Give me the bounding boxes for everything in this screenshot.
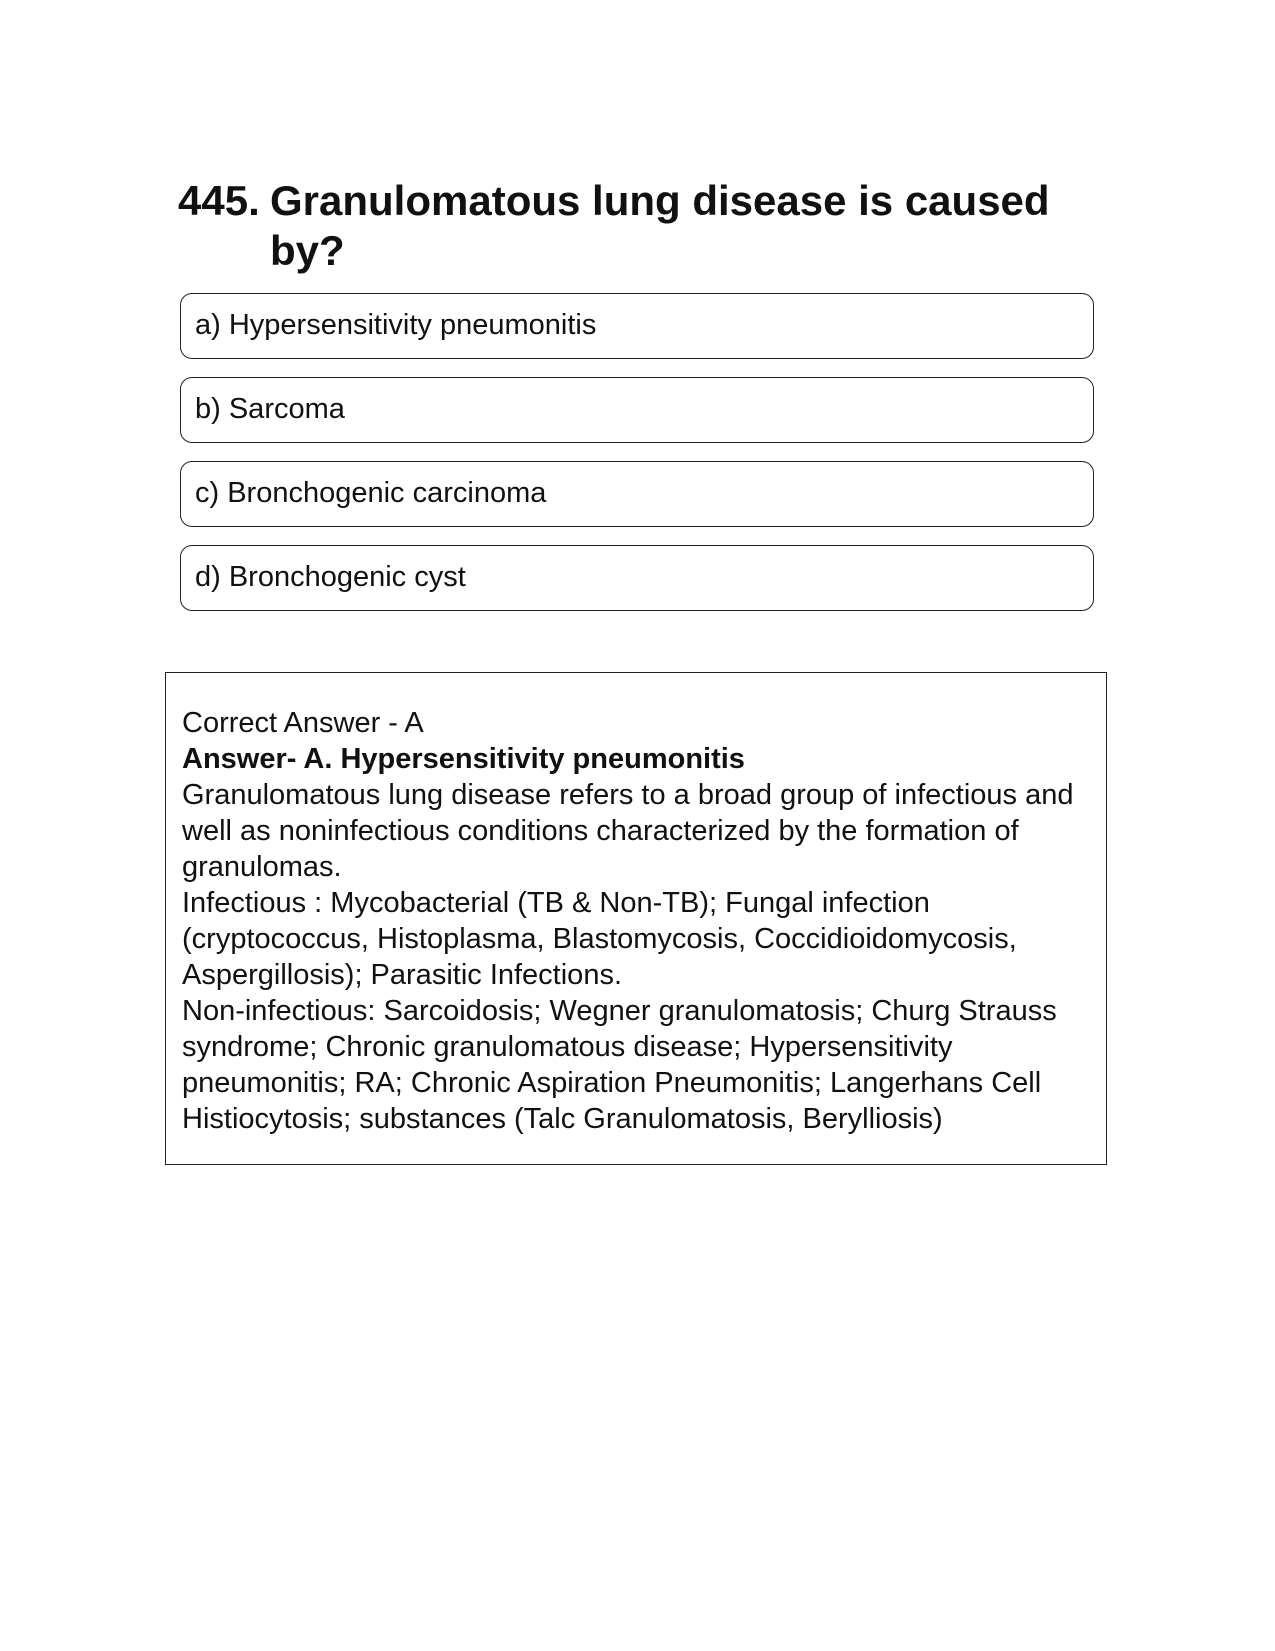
question-number: 445. [178, 177, 260, 224]
noninfectious-causes: Non-infectious: Sarcoidosis; Wegner granulomatosis; Churg Strauss syndrome; Chronic granulomatous disease; Hypersensitivity pneumonitis; RA; Chronic Aspiration Pneumonitis; Langerhans Cell Histiocytosis; substances (Talc Granulomatosis, Berylliosis) [182, 995, 1057, 1135]
question-text: Granulomatous lung disease is caused by? [270, 177, 1050, 274]
option-c[interactable]: c) Bronchogenic carcinoma [180, 461, 1094, 527]
infectious-causes: Infectious : Mycobacterial (TB & Non-TB); Fungal infection (cryptococcus, Histoplasma, Blastomycosis, Coccidioidomycosis, Aspergillosis); Parasitic Infections. [182, 887, 1017, 991]
question [178, 176, 1098, 276]
correct-answer: Correct Answer - A [182, 707, 424, 739]
explanation-paragraph: Granulomatous lung disease refers to a broad group of infectious and well as noninfectious conditions characterized by the formation of granulomas. [182, 779, 1074, 883]
option-a[interactable]: a) Hypersensitivity pneumonitis [180, 293, 1094, 359]
option-b[interactable]: b) Sarcoma [180, 377, 1094, 443]
option-d[interactable]: d) Bronchogenic cyst [180, 545, 1094, 611]
answer-box [165, 672, 1107, 1165]
answer-heading: Answer- A. Hypersensitivity pneumonitis [182, 743, 745, 775]
